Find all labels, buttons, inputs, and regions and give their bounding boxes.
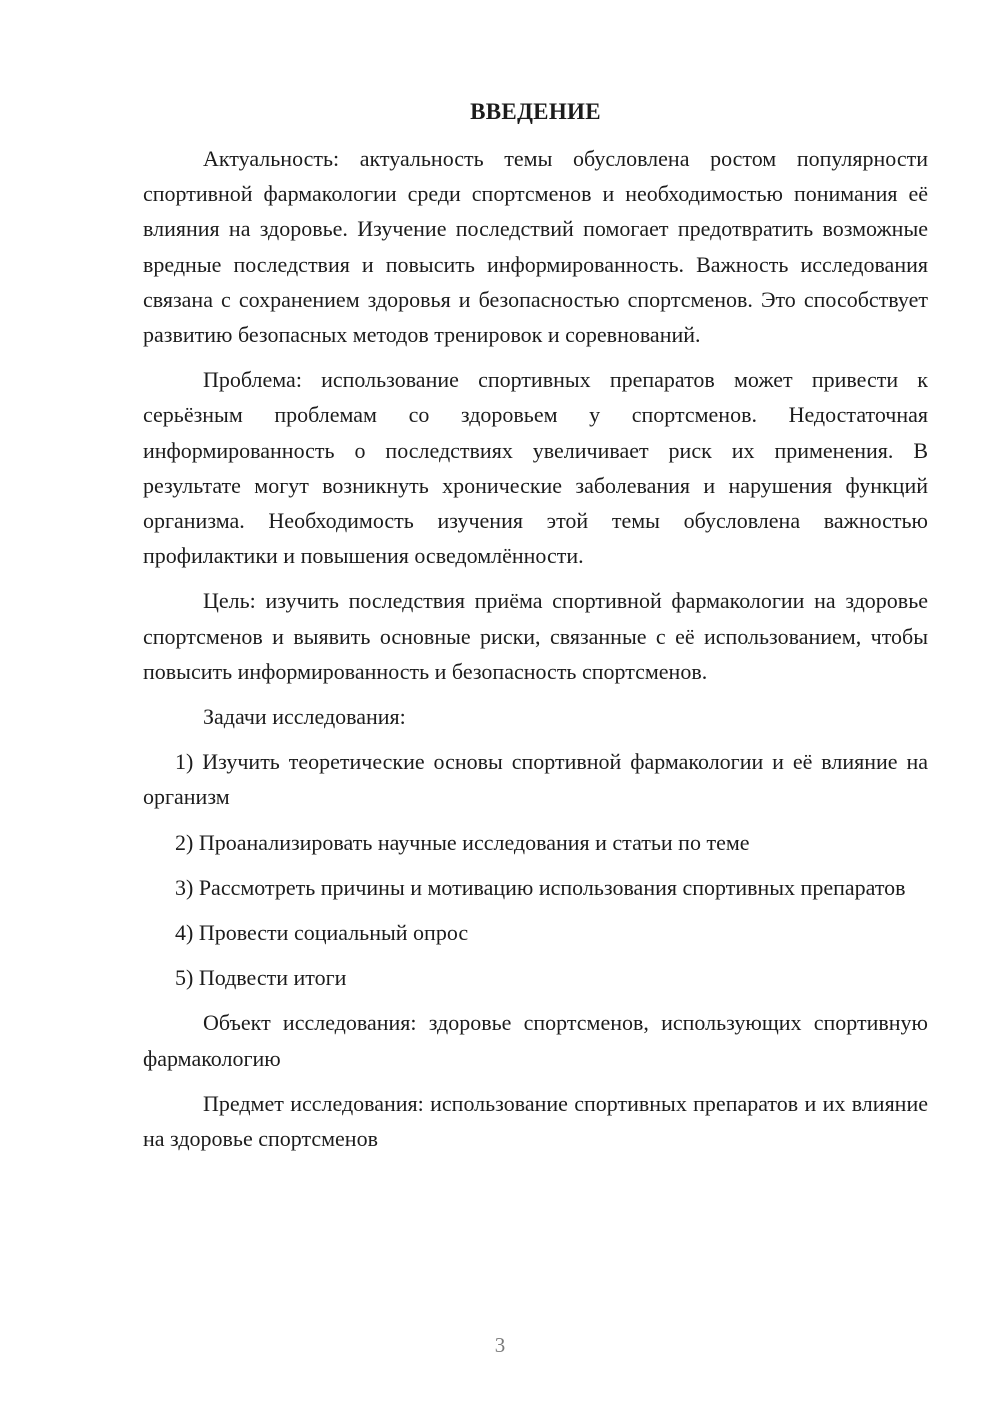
paragraph-problem: Проблема: использование спортивных препаратов может привести к серьёзным проблемам со здоровьем у спортсменов. Недостаточная информированность о последствиях увеличивает риск их применения. В результате могут возникнуть хронические заболевания и нарушения функций организма. Необходимость изучения этой темы обусловлена важностью профилактики и повышения осведомлённости. bbox=[143, 367, 928, 569]
document-page bbox=[143, 94, 928, 1166]
paragraph-relevance: Актуальность: актуальность темы обусловлена ростом популярности спортивной фармакологии среди спортсменов и необходимостью понимания её влияния на здоровье. Изучение последствий помогает предотвратить возможные вредные последствия и повысить информированность. Важность исследования связана с сохранением здоровья и безопасностью спортсменов. Это способствует развитию безопасных методов тренировок и соревнований. bbox=[143, 146, 928, 348]
paragraph-object: Объект исследования: здоровье спортсменов, использующих спортивную фармакологию bbox=[143, 1010, 928, 1071]
task-item-2: 2) Проанализировать научные исследования и статьи по теме bbox=[175, 829, 750, 855]
task-item-4: 4) Провести социальный опрос bbox=[175, 920, 469, 946]
paragraph-goal: Цель: изучить последствия приёма спортивной фармакологии на здоровье спортсменов и выявить основные риски, связанные с её использованием, чтобы повысить информированность и безопасность спортсменов. bbox=[143, 588, 928, 684]
tasks-title: Задачи исследования: bbox=[203, 704, 406, 730]
section-heading: ВВЕДЕНИЕ bbox=[470, 99, 601, 124]
task-item-5: 5) Подвести итоги bbox=[175, 965, 347, 991]
page-number: 3 bbox=[494, 1333, 506, 1357]
task-item-3: 3) Рассмотреть причины и мотивацию использования спортивных препаратов bbox=[175, 874, 906, 900]
paragraph-subject: Предмет исследования: использование спортивных препаратов и их влияние на здоровье спортсменов bbox=[143, 1090, 928, 1152]
task-item-1: 1) Изучить теоретические основы спортивной фармакологии и её влияние на организм bbox=[143, 749, 928, 810]
